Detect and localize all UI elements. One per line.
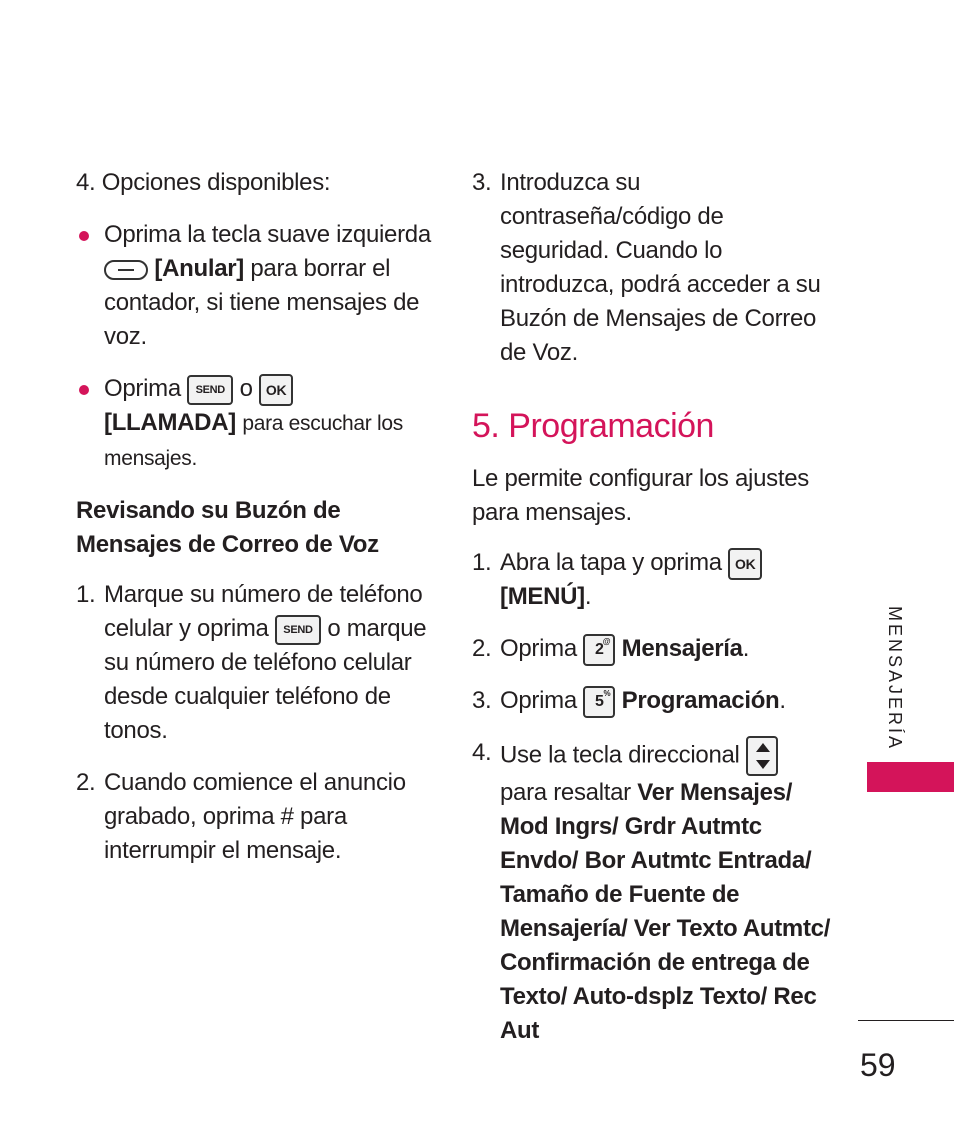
ok-key-icon: OK	[728, 548, 762, 580]
send-key-icon: SEND	[187, 375, 233, 405]
key-2-icon: 2 @	[583, 634, 615, 666]
left-soft-key-icon	[104, 260, 148, 280]
section-intro: Le permite configurar los ajustes para mensajes.	[472, 465, 809, 526]
bullet-item-call: Oprima SEND o OK [LLAMADA] para escuchar los mensajes.	[76, 372, 436, 476]
bullet-dot	[79, 231, 89, 241]
navigation-key-icon	[746, 736, 778, 776]
step-1: 1. Marque su número de teléfono celular y oprima SEND o marque su número de teléfono celular desde cualquier teléfono de tonos.	[76, 581, 427, 744]
ok-key-icon: OK	[259, 374, 293, 406]
section-heading: Revisando su Buzón de Mensajes de Correo de Voz	[76, 497, 379, 558]
prog-step-4: 4. Use la tecla direccional para resaltar Ver Mensajes/ Mod Ingrs/ Grdr Autmtc Envdo/ Bor Autmtc Entrada/ Tamaño de Fuente de Mensajería/ Ver Texto Autmtc/ Confirmación de entrega de Texto/ Auto-dsplz Texto/ Rec Aut	[472, 736, 832, 1048]
options-heading: 4. Opciones disponibles:	[76, 169, 331, 196]
step-2: 2. Cuando comience el anuncio grabado, oprima # para interrumpir el mensaje.	[76, 769, 406, 864]
step-3: 3. Introduzca su contraseña/código de seguridad. Cuando lo introduzca, podrá acceder a su Buzón de Mensajes de Correo de Voz.	[472, 169, 821, 366]
page-number: 59	[860, 1047, 896, 1083]
key-5-icon: 5 %	[583, 686, 615, 718]
prog-step-1: 1. Abra la tapa y oprima OK [MENÚ].	[472, 546, 832, 614]
section-title: 5. Programación	[472, 407, 714, 445]
prog-step-2: 2. Oprima 2 @ Mensajería.	[472, 632, 832, 666]
bullet-dot	[79, 385, 89, 395]
footer-rule	[858, 1020, 954, 1021]
chapter-side-label: MENSAJERÍA	[885, 606, 905, 752]
chapter-tab-marker	[867, 762, 954, 792]
send-key-icon: SEND	[275, 615, 321, 645]
bullet-item-cancel: Oprima la tecla suave izquierda [Anular] para borrar el contador, si tiene mensajes de voz.	[76, 218, 436, 354]
right-column	[472, 166, 832, 1048]
prog-step-3: 3. Oprima 5 % Programación.	[472, 684, 832, 718]
left-column	[76, 166, 436, 868]
